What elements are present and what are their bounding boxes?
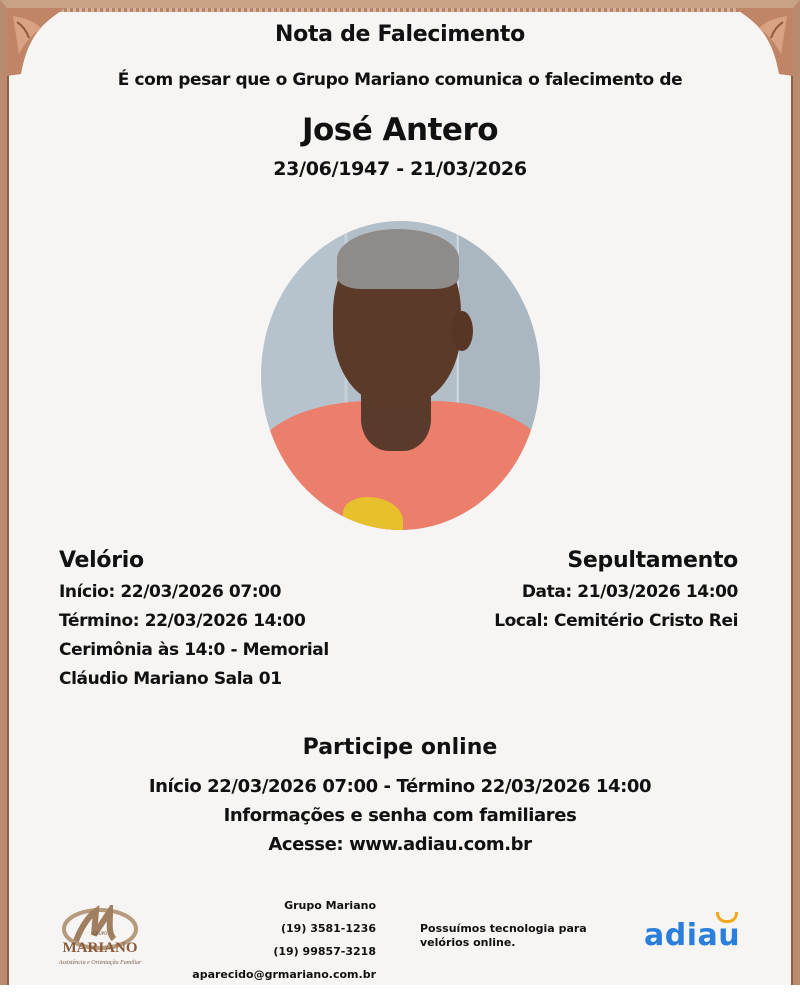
company-name: Grupo Mariano (284, 899, 376, 912)
velorio-end: Término: 22/03/2026 14:00 (59, 611, 306, 631)
page-title: Nota de Falecimento (275, 22, 525, 47)
life-dates: 23/06/1947 - 21/03/2026 (273, 158, 527, 180)
announcement-subtitle: É com pesar que o Grupo Mariano comunica o falecimento de (117, 70, 683, 90)
online-tech-text: Possuímos tecnologia para velórios online. (420, 922, 587, 949)
deceased-name: José Antero (301, 112, 499, 148)
svg-text:GRUPO: GRUPO (92, 931, 108, 936)
velorio-start: Início: 22/03/2026 07:00 (59, 582, 282, 602)
deceased-photo (261, 221, 540, 530)
online-title: Participe online (302, 735, 498, 760)
sepultamento-title: Sepultamento (567, 548, 738, 573)
velorio-ceremony: Cerimônia às 14:0 - Memorial (59, 640, 329, 660)
velorio-location: Cláudio Mariano Sala 01 (59, 669, 282, 689)
sepultamento-location: Local: Cemitério Cristo Rei (494, 611, 738, 631)
email-link[interactable]: aparecido@grmariano.com.br (192, 968, 376, 981)
adiau-logo: adiau (644, 918, 740, 953)
velorio-title: Velório (59, 548, 144, 573)
online-info: Informações e senha com familiares (223, 805, 577, 826)
grupo-mariano-logo (44, 905, 156, 970)
sepultamento-date: Data: 21/03/2026 14:00 (521, 582, 738, 602)
svg-text:MARIANO: MARIANO (62, 940, 138, 956)
phone-mobile[interactable]: (19) 99857-3218 (273, 945, 376, 958)
online-schedule: Início 22/03/2026 07:00 - Término 22/03/2026 14:00 (148, 776, 652, 797)
online-access-link[interactable]: Acesse: www.adiau.com.br (268, 834, 532, 855)
svg-text:Assistência e Orientação Famil: Assistência e Orientação Familiar (58, 960, 142, 966)
phone-landline[interactable]: (19) 3581-1236 (281, 922, 376, 935)
